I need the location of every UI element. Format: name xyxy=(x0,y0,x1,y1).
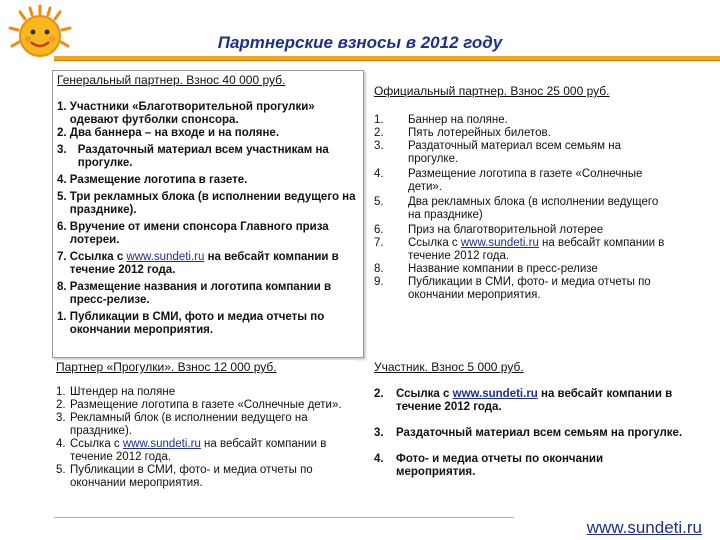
list-item xyxy=(374,127,674,140)
list-item xyxy=(56,464,356,490)
item-number: 8. xyxy=(374,263,384,275)
list-item xyxy=(57,140,357,170)
item-number: 3. xyxy=(57,144,67,156)
item-number: 9. xyxy=(374,276,384,288)
item-number: 7. xyxy=(57,251,67,263)
title-divider-shadow xyxy=(54,60,720,61)
item-text: Название компании в пресс-релизе xyxy=(408,263,598,275)
list-item xyxy=(374,263,674,276)
list-item xyxy=(374,388,684,414)
list-item xyxy=(374,414,684,440)
item-text-pre: Ссылка с xyxy=(70,438,123,450)
official-partner-heading: Официальный партнер. Взнос 25 000 руб. xyxy=(374,84,610,98)
list-item xyxy=(57,127,357,140)
item-number: 3. xyxy=(374,427,384,439)
item-number: 4. xyxy=(56,438,66,450)
item-number: 2. xyxy=(374,388,384,400)
list-item xyxy=(374,276,674,302)
item-number: 4. xyxy=(374,168,384,180)
item-text xyxy=(70,438,356,464)
page-title: Партнерские взносы в 2012 году xyxy=(217,33,503,52)
item-text-post: на вебсайт компании в течение 2012 года. xyxy=(70,438,327,463)
item-number: 2. xyxy=(374,127,384,139)
list-item xyxy=(374,194,674,222)
item-number: 3. xyxy=(56,412,66,424)
general-partner-list xyxy=(57,101,357,337)
item-text: Раздаточный материал всем участникам на прогулке. xyxy=(77,144,329,169)
list-item xyxy=(57,101,357,127)
item-text: Фото- и медиа отчеты по окончании мероприятия. xyxy=(396,453,604,478)
item-text: Публикации в СМИ, фото- и медиа отчеты по окончании мероприятия. xyxy=(408,276,651,301)
item-text: Два рекламных блока (в исполнении ведущего на празднике) xyxy=(408,196,659,221)
walk-partner-panel xyxy=(56,360,356,510)
list-item xyxy=(57,170,357,187)
item-number: 5. xyxy=(57,191,67,203)
item-number: 5. xyxy=(56,464,66,476)
item-text xyxy=(70,251,357,277)
item-text: Размещение названия и логотипа компании в пресс-релизе. xyxy=(69,281,332,306)
item-text: Рекламный блок (в исполнении ведущего на празднике). xyxy=(70,412,308,437)
item-number: 7. xyxy=(374,237,384,249)
item-text: Два баннера – на входе и на поляне. xyxy=(69,127,280,139)
general-partner-heading: Генеральный партнер. Взнос 40 000 руб. xyxy=(57,73,286,87)
list-item xyxy=(56,438,356,464)
item-text: Вручение от имени спонсора Главного приза лотереи. xyxy=(69,221,329,246)
item-text: Размещение логотипа в газете «Солнечные дети». xyxy=(70,399,342,411)
item-text: Раздаточный материал всем семьям на прогулке. xyxy=(408,140,621,165)
item-number: 5. xyxy=(374,196,384,208)
item-text: Пять лотерейных билетов. xyxy=(408,127,551,139)
footer-link[interactable]: www.sundeti.ru xyxy=(586,518,702,537)
item-number: 2. xyxy=(56,399,66,411)
item-text-post: на вебсайт компании в течение 2012 года. xyxy=(396,388,673,413)
sundeti-link[interactable]: www.sundeti.ru xyxy=(452,388,538,400)
item-text-pre: Ссылка с xyxy=(408,237,461,249)
item-text: Приз на благотворительной лотерее xyxy=(408,224,604,236)
sundeti-link[interactable]: www.sundeti.ru xyxy=(126,251,205,263)
item-text: Три рекламных блока (в исполнении ведущего на празднике). xyxy=(69,191,356,216)
item-text: Раздаточный материал всем семьям на прогулке. xyxy=(396,427,683,439)
sundeti-link[interactable]: www.sundeti.ru xyxy=(122,438,201,450)
item-text: Публикации в СМИ, фото- и медиа отчеты по окончании мероприятия. xyxy=(70,464,313,489)
participant-panel xyxy=(374,360,684,510)
item-text-pre: Ссылка с xyxy=(69,251,127,263)
item-text-pre: Ссылка с xyxy=(396,388,453,400)
item-text: Размещение логотипа в газете «Солнечные дети». xyxy=(408,168,643,193)
footer-divider xyxy=(54,517,514,518)
participant-list xyxy=(374,388,684,479)
item-text xyxy=(396,388,684,414)
list-item xyxy=(57,187,357,217)
list-item xyxy=(56,412,356,438)
item-text: Баннер на поляне. xyxy=(408,114,508,126)
item-text-post: на вебсайт компании в течение 2012 года. xyxy=(408,237,665,262)
item-number: 6. xyxy=(374,224,384,236)
list-item xyxy=(374,166,674,194)
sundeti-link[interactable]: www.sundeti.ru xyxy=(460,237,539,249)
list-item xyxy=(57,247,357,277)
item-text xyxy=(408,237,674,263)
list-item xyxy=(374,440,684,479)
list-item xyxy=(374,237,674,263)
item-number: 8. xyxy=(57,281,67,293)
item-text: Публикации в СМИ, фото и медиа отчеты по окончании мероприятия. xyxy=(69,311,325,336)
item-number: 1. xyxy=(57,311,67,323)
list-item xyxy=(374,114,674,127)
walk-partner-heading: Партнер «Прогулки». Взнос 12 000 руб. xyxy=(56,360,277,374)
item-number: 1. xyxy=(56,386,66,398)
item-number: 1. xyxy=(374,114,384,126)
list-item xyxy=(57,217,357,247)
item-text: Штендер на поляне xyxy=(70,386,176,398)
item-number: 6. xyxy=(57,221,67,233)
item-text: Участники «Благотворительной прогулки» одевают футболки спонсора. xyxy=(69,101,315,126)
participant-heading: Участник. Взнос 5 000 руб. xyxy=(374,360,524,374)
list-item xyxy=(56,399,356,412)
walk-partner-list xyxy=(56,386,356,490)
list-item xyxy=(374,140,674,166)
item-text: Размещение логотипа в газете. xyxy=(69,174,248,186)
list-item xyxy=(57,277,357,307)
item-number: 4. xyxy=(374,453,384,465)
list-item xyxy=(374,222,674,237)
general-partner-panel xyxy=(52,70,364,358)
item-text-post: на вебсайт компании в течение 2012 года. xyxy=(69,251,339,276)
list-item xyxy=(57,307,357,337)
item-number: 1. xyxy=(57,101,67,113)
official-partner-list xyxy=(374,114,674,302)
official-partner-panel xyxy=(368,70,688,356)
item-number: 4. xyxy=(57,174,67,186)
item-number: 2. xyxy=(57,127,67,139)
item-number: 3. xyxy=(374,140,384,152)
list-item xyxy=(56,386,356,399)
